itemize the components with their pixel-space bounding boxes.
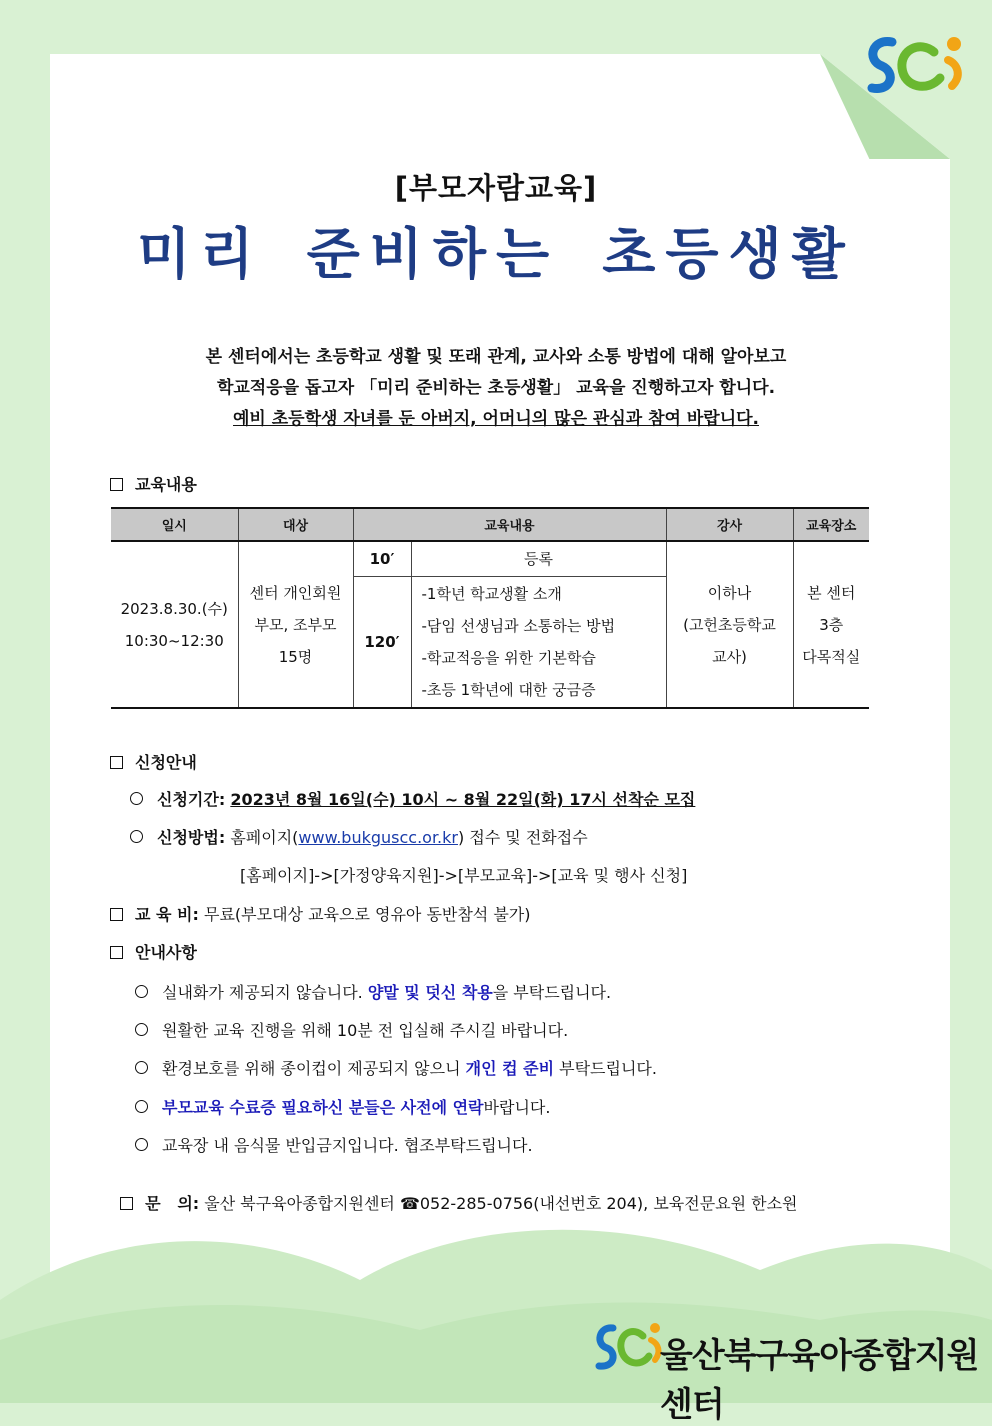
instructor-line: (고헌초등학교 xyxy=(683,615,776,634)
homepage-link[interactable]: www.bukguscc.or.kr xyxy=(298,828,458,847)
target-line: 15명 xyxy=(278,647,313,666)
target-line: 부모, 조부모 xyxy=(254,615,337,634)
table-header-row xyxy=(111,508,869,541)
notice-text: 을 부탁드립니다. xyxy=(492,983,612,1002)
circle-bullet-icon xyxy=(135,985,148,998)
section-label: 안내사항 xyxy=(135,943,197,962)
period-value: 2023년 8월 16일(수) 10시 ~ 8월 22일(화) 17시 선착순 모집 xyxy=(230,790,696,809)
program-category: [부모자람교육] xyxy=(394,171,598,205)
instructor-line: 이하나 xyxy=(707,583,752,602)
notice-item xyxy=(135,1133,533,1156)
section-notice xyxy=(110,940,197,963)
circle-bullet-icon xyxy=(130,830,143,843)
fee-row xyxy=(110,902,531,925)
section-application xyxy=(110,750,197,773)
circle-bullet-icon xyxy=(135,1061,148,1074)
cell-registration: 등록 xyxy=(411,541,666,577)
notice-text: 환경보호를 위해 종이컵이 제공되지 않으니 xyxy=(162,1059,466,1078)
circle-bullet-icon xyxy=(130,792,143,805)
header-date: 일시 xyxy=(111,508,238,541)
notice-item xyxy=(135,1056,657,1079)
center-logo-icon xyxy=(862,30,972,100)
fee-label: 교 육 비: xyxy=(135,905,199,924)
intro-text xyxy=(90,342,902,435)
instructor-line: 교사) xyxy=(712,647,747,666)
topic-item: -담임 선생님과 소통하는 방법 xyxy=(421,617,616,635)
time-text: 10:30~12:30 xyxy=(124,631,224,650)
place-line: 다목적실 xyxy=(802,647,861,666)
contact-value: 울산 북구육아종합지원센터 ☎052-285-0756(내선번호 204), 보육전문요원 한소원 xyxy=(204,1194,798,1213)
place-line: 본 센터 xyxy=(807,583,856,602)
notice-emphasis: 부모교육 수료증 필요하신 분들은 사전에 연락 xyxy=(162,1098,484,1117)
page-title: 미리 준비하는 초등생활 xyxy=(137,222,855,286)
intro-line-2: 학교적응을 돕고자 「미리 준비하는 초등생활」 교육을 진행하고자 합니다. xyxy=(216,378,776,398)
apply-period-row xyxy=(130,787,695,810)
notice-emphasis: 개인 컵 준비 xyxy=(465,1059,555,1078)
topic-item: -1학년 학교생활 소개 xyxy=(421,585,562,603)
fee-value: 무료(부모대상 교육으로 영유아 동반참석 불가) xyxy=(204,905,531,924)
checkbox-square-icon xyxy=(110,946,123,959)
method-text: ) 접수 및 전화접수 xyxy=(457,828,588,847)
notice-item xyxy=(135,1018,568,1041)
section-label: 교육내용 xyxy=(135,475,197,494)
center-name-footer: 울산북구육아종합지원센터 xyxy=(660,1336,979,1425)
header-instructor: 강사 xyxy=(666,508,793,541)
notice-text: 부탁드립니다. xyxy=(554,1059,657,1078)
cell-place xyxy=(793,541,869,708)
circle-bullet-icon xyxy=(135,1138,148,1151)
checkbox-square-icon xyxy=(110,756,123,769)
intro-line-3: 예비 초등학생 자녀를 둔 아버지, 어머니의 많은 관심과 참여 바랍니다. xyxy=(233,409,759,429)
apply-method-row xyxy=(130,825,588,848)
topic-item: -학교적응을 위한 기본학습 xyxy=(421,649,596,667)
checkbox-square-icon xyxy=(120,1197,133,1210)
circle-bullet-icon xyxy=(135,1100,148,1113)
cell-topics xyxy=(411,577,666,709)
cell-target xyxy=(238,541,353,708)
education-table xyxy=(111,507,869,709)
method-label: 신청방법: xyxy=(157,828,226,847)
notice-text: 교육장 내 음식물 반입금지입니다. 협조부탁드립니다. xyxy=(162,1136,533,1155)
section-label: 신청안내 xyxy=(135,753,197,772)
date-text: 2023.8.30.(수) xyxy=(120,599,228,618)
notice-text: 실내화가 제공되지 않습니다. xyxy=(162,983,368,1002)
header-place: 교육장소 xyxy=(793,508,869,541)
period-label: 신청기간: xyxy=(157,790,226,809)
header-target: 대상 xyxy=(238,508,353,541)
circle-bullet-icon xyxy=(135,1023,148,1036)
section-education-content xyxy=(110,472,197,495)
table-row xyxy=(111,541,869,577)
cell-duration-2: 120′ xyxy=(353,577,411,709)
topic-item: -초등 1학년에 대한 궁금증 xyxy=(421,681,596,699)
intro-line-1: 본 센터에서는 초등학교 생활 및 또래 관계, 교사와 소통 방법에 대해 알아보고 xyxy=(205,347,787,367)
method-text: 홈페이지( xyxy=(230,828,299,847)
contact-row xyxy=(110,1172,798,1214)
target-line: 센터 개인회원 xyxy=(249,583,342,602)
contact-label: 문 의: xyxy=(145,1194,200,1213)
notice-item xyxy=(135,980,611,1003)
checkbox-square-icon xyxy=(110,478,123,491)
notice-item xyxy=(135,1095,550,1118)
apply-path: [홈페이지]->[가정양육지원]->[부모교육]->[교육 및 행사 신청] xyxy=(240,866,688,885)
notice-text: 원활한 교육 진행을 위해 10분 전 입실해 주시길 바랍니다. xyxy=(162,1021,569,1040)
checkbox-square-icon xyxy=(110,908,123,921)
place-line: 3층 xyxy=(819,615,844,634)
cell-duration-1: 10′ xyxy=(353,541,411,577)
cell-date xyxy=(111,541,238,708)
center-logo-small-icon xyxy=(593,1318,663,1378)
notice-emphasis: 양말 및 덧신 착용 xyxy=(367,983,493,1002)
header-content: 교육내용 xyxy=(353,508,666,541)
cell-instructor xyxy=(666,541,793,708)
notice-text: 바랍니다. xyxy=(483,1098,551,1117)
